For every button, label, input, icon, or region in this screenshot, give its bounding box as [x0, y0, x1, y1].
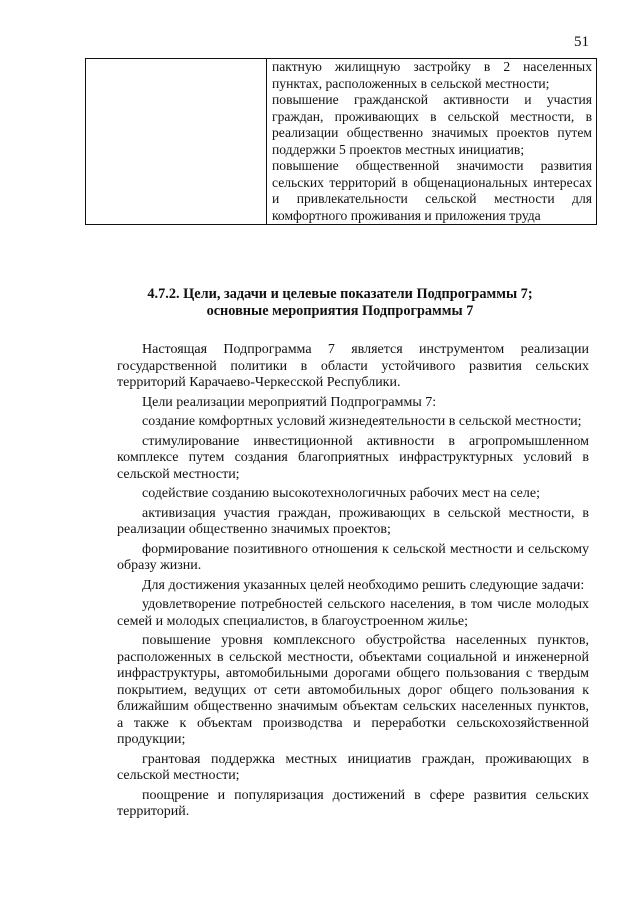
paragraph: удовлетворение потребностей сельского населения, в том числе молодых семей и молодых специалистов, в благоустроенном жилье;	[117, 597, 589, 629]
section-heading-line-2: основные мероприятия Подпрограммы 7	[206, 303, 474, 319]
body-text	[117, 342, 589, 824]
section-heading-line-1: 4.7.2. Цели, задачи и целевые показатели Подпрограммы 7;	[147, 286, 533, 302]
paragraph: грантовая поддержка местных инициатив граждан, проживающих в сельской местности;	[117, 751, 589, 783]
paragraph: содействие созданию высокотехнологичных рабочих мест на селе;	[142, 486, 540, 501]
table-cell-empty	[86, 59, 267, 225]
table-row	[86, 59, 597, 225]
paragraph: повышение уровня комплексного обустройства населенных пунктов, расположенных в сельской местности, объектами социальной и инженерной инфраструктуры, автомобильными дорогами общего пользования с твердым покрытием, ведущих от сети автомобильных дорог общего пользования к ближайшим общественно значимым объектам сельских населенных пунктов, а также к объектам производства и переработки сельскохозяйственной продукции;	[117, 633, 589, 747]
paragraph: поощрение и популяризация достижений в сфере развития сельских территорий.	[117, 787, 589, 819]
paragraph: Для достижения указанных целей необходимо решить следующие задачи:	[142, 577, 585, 593]
paragraph: стимулирование инвестиционной активности в агропромышленном комплексе путем создания благоприятных инфраструктурных условий в сельской местности;	[117, 433, 589, 482]
section-heading	[60, 286, 620, 320]
paragraph: формирование позитивного отношения к сельской местности и сельскому образу жизни.	[117, 541, 589, 573]
paragraph: Цели реализации мероприятий Подпрограммы 7:	[142, 394, 437, 410]
paragraph: активизация участия граждан, проживающих в сельской местности, в реализации общественно значимых проектов;	[117, 505, 589, 537]
table-cell-paragraph: пактную жилищную застройку в 2 населенных пунктах, расположенных в сельской местности;	[272, 59, 592, 91]
paragraph: создание комфортных условий жизнедеятельности в сельской местности;	[142, 414, 582, 429]
table-cell-text	[267, 59, 597, 225]
table-cell-paragraph: повышение гражданской активности и участия граждан, проживающих в сельской местности, в реализации общественно значимых проектов путем поддержки 5 проектов местных инициатив;	[272, 92, 592, 157]
program-table	[85, 58, 597, 225]
page-number: 51	[574, 34, 589, 50]
paragraph: Настоящая Подпрограмма 7 является инструментом реализации государственной политики в области устойчивого развития сельских территорий Карачаево-Черкесской Республики.	[117, 342, 589, 390]
table-cell-paragraph: повышение общественной значимости развития сельских территорий в общенациональных интересах и привлекательности сельской местности для комфортного проживания и приложения труда	[272, 158, 592, 223]
